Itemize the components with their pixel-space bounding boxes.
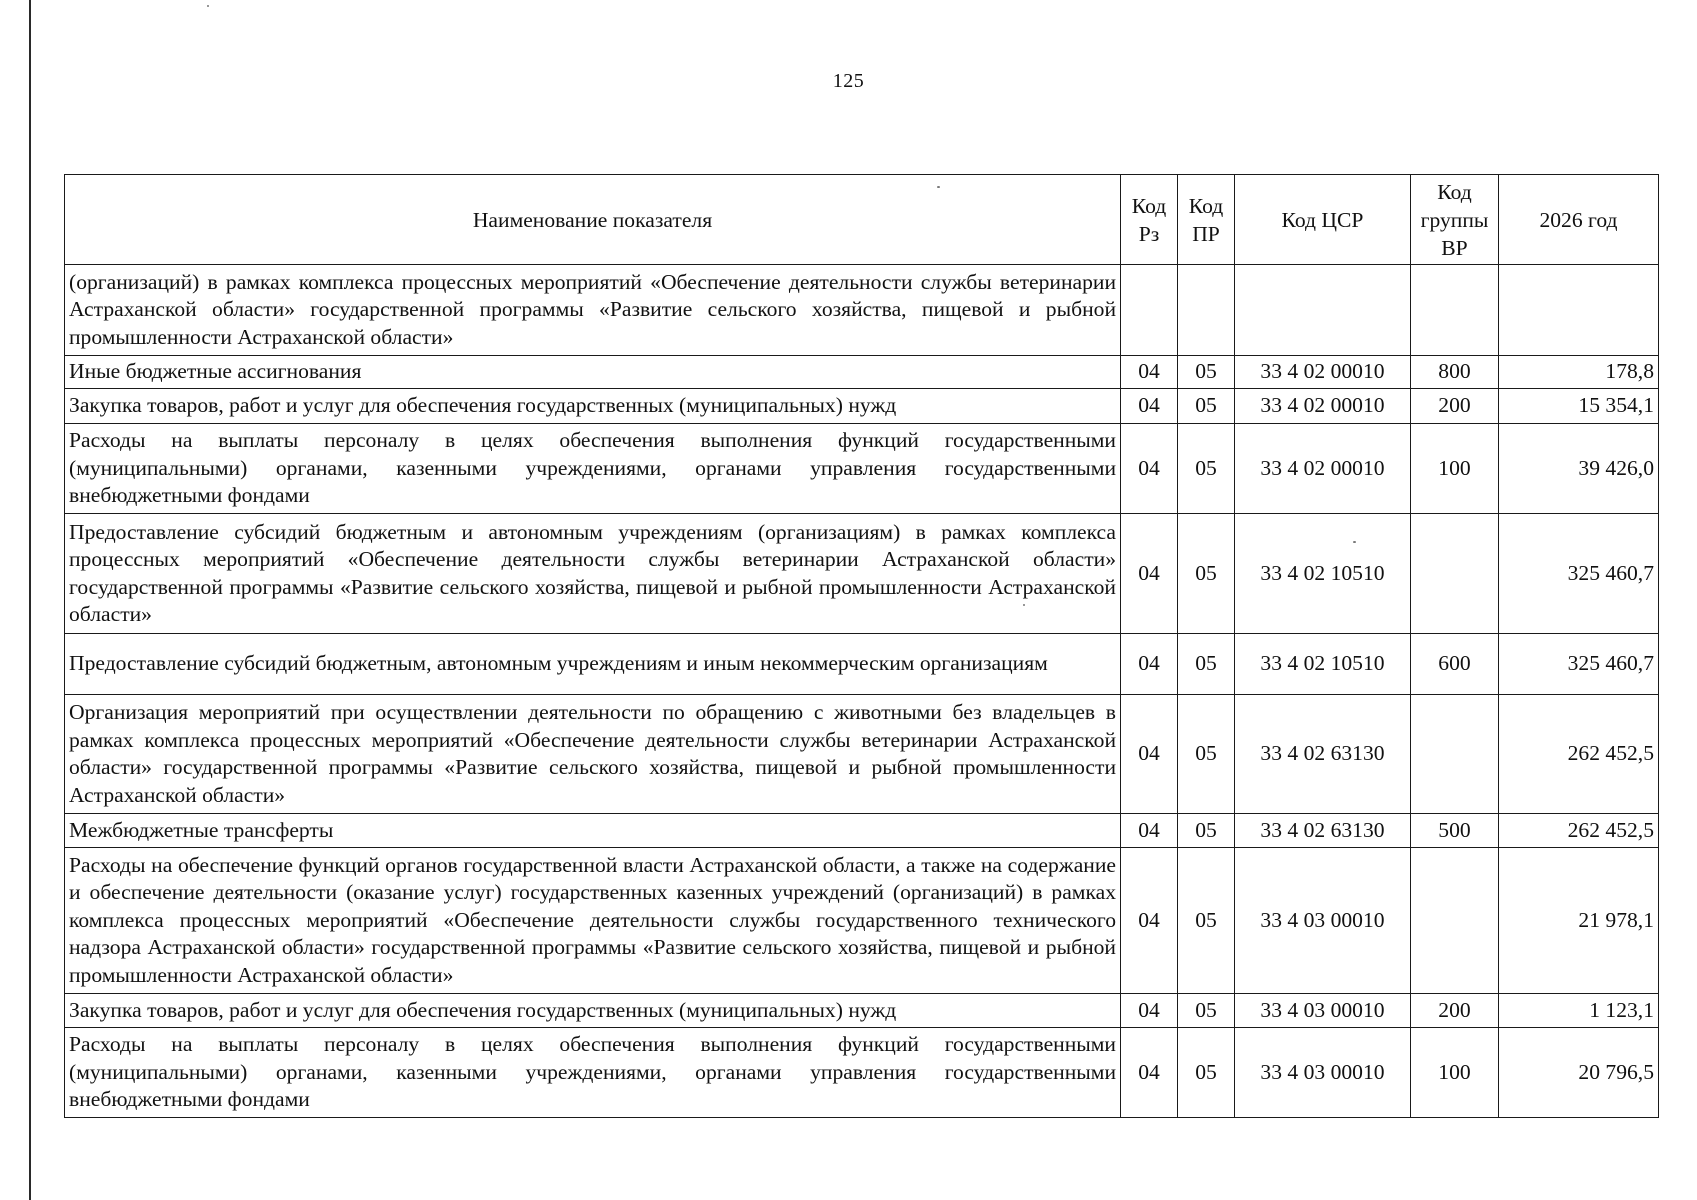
row-csr: 33 4 02 63130	[1235, 814, 1411, 848]
row-name: Иные бюджетные ассигнования	[65, 356, 1121, 389]
row-rz: 04	[1121, 848, 1178, 994]
row-name: Расходы на выплаты персоналу в целях обеспечения выполнения функций государственными (муниципальными) органами, казенными учреждениями, органами управления государственными внебюджетными фондами	[65, 1028, 1121, 1118]
header-vr	[1411, 175, 1499, 265]
header-vr-line2: группы	[1420, 207, 1489, 232]
row-pr: 05	[1178, 424, 1235, 514]
row-csr: 33 4 02 00010	[1235, 356, 1411, 389]
row-rz	[1121, 265, 1178, 356]
row-sum: 262 452,5	[1499, 695, 1659, 814]
row-sum	[1499, 265, 1659, 356]
row-name: Предоставление субсидий бюджетным, автономным учреждениям и иным некоммерческим организациям	[65, 634, 1121, 695]
row-sum: 178,8	[1499, 356, 1659, 389]
header-rz	[1121, 175, 1178, 265]
row-rz: 04	[1121, 994, 1178, 1028]
row-sum: 325 460,7	[1499, 634, 1659, 695]
row-pr: 05	[1178, 814, 1235, 848]
row-sum: 15 354,1	[1499, 389, 1659, 424]
row-sum: 20 796,5	[1499, 1028, 1659, 1118]
row-csr	[1235, 265, 1411, 356]
row-rz: 04	[1121, 814, 1178, 848]
table-row	[65, 994, 1659, 1028]
row-vr: 200	[1411, 389, 1499, 424]
binding-line	[29, 0, 31, 1200]
table-row	[65, 634, 1659, 695]
row-sum: 39 426,0	[1499, 424, 1659, 514]
table-row	[65, 695, 1659, 814]
row-sum: 21 978,1	[1499, 848, 1659, 994]
row-csr: 33 4 02 00010	[1235, 424, 1411, 514]
row-vr: 800	[1411, 356, 1499, 389]
row-pr: 05	[1178, 994, 1235, 1028]
row-rz: 04	[1121, 695, 1178, 814]
row-name: Предоставление субсидий бюджетным и автономным учреждениям (организациям) в рамках комплекса процессных мероприятий «Обеспечение деятельности службы ветеринарии Астраханской области» государственной программы «Развитие сельского хозяйства, пищевой и рыбной промышленности Астраханской области»	[65, 514, 1121, 634]
table-row	[65, 514, 1659, 634]
row-sum: 262 452,5	[1499, 814, 1659, 848]
row-pr: 05	[1178, 1028, 1235, 1118]
row-name: Закупка товаров, работ и услуг для обеспечения государственных (муниципальных) нужд	[65, 389, 1121, 424]
row-pr: 05	[1178, 514, 1235, 634]
table-row	[65, 424, 1659, 514]
row-csr: 33 4 03 00010	[1235, 1028, 1411, 1118]
row-vr: 200	[1411, 994, 1499, 1028]
row-name: Межбюджетные трансферты	[65, 814, 1121, 848]
table-row	[65, 814, 1659, 848]
scan-speck	[207, 5, 209, 7]
row-sum: 325 460,7	[1499, 514, 1659, 634]
table-header-row	[65, 175, 1659, 265]
row-name: Расходы на обеспечение функций органов государственной власти Астраханской области, а также на содержание и обеспечение деятельности (оказание услуг) государственных казенных учреждений (организаций) в рамках комплекса процессных мероприятий «Обеспечение деятельности службы государственного технического надзора Астраханской области» государственной программы «Развитие сельского хозяйства, пищевой и рыбной промышленности Астраханской области»	[65, 848, 1121, 994]
header-pr-line1: Код	[1188, 193, 1224, 218]
row-rz: 04	[1121, 424, 1178, 514]
row-sum: 1 123,1	[1499, 994, 1659, 1028]
table-row	[65, 848, 1659, 994]
table-row	[65, 389, 1659, 424]
row-vr	[1411, 848, 1499, 994]
row-name: Расходы на выплаты персоналу в целях обеспечения выполнения функций государственными (муниципальными) органами, казенными учреждениями, органами управления государственными внебюджетными фондами	[65, 424, 1121, 514]
header-csr: Код ЦСР	[1235, 175, 1411, 265]
row-pr	[1178, 265, 1235, 356]
header-rz-line2: Рз	[1138, 221, 1160, 246]
row-vr	[1411, 514, 1499, 634]
row-pr: 05	[1178, 848, 1235, 994]
header-sum: 2026 год	[1499, 175, 1659, 265]
row-pr: 05	[1178, 695, 1235, 814]
row-csr: 33 4 02 10510	[1235, 634, 1411, 695]
row-csr: 33 4 03 00010	[1235, 848, 1411, 994]
header-pr-line2: ПР	[1192, 221, 1220, 246]
row-rz: 04	[1121, 356, 1178, 389]
table-row	[65, 1028, 1659, 1118]
row-pr: 05	[1178, 356, 1235, 389]
row-rz: 04	[1121, 634, 1178, 695]
row-vr	[1411, 695, 1499, 814]
table-row	[65, 265, 1659, 356]
header-name: Наименование показателя	[65, 175, 1121, 265]
row-pr: 05	[1178, 389, 1235, 424]
row-rz: 04	[1121, 1028, 1178, 1118]
header-pr	[1178, 175, 1235, 265]
row-rz: 04	[1121, 389, 1178, 424]
row-vr: 100	[1411, 424, 1499, 514]
header-vr-line3: ВР	[1441, 235, 1468, 260]
table-row	[65, 356, 1659, 389]
budget-table	[64, 174, 1659, 1118]
row-vr: 600	[1411, 634, 1499, 695]
header-rz-line1: Код	[1131, 193, 1167, 218]
page-number: 125	[832, 70, 865, 92]
row-vr: 100	[1411, 1028, 1499, 1118]
row-csr: 33 4 03 00010	[1235, 994, 1411, 1028]
row-name: Организация мероприятий при осуществлении деятельности по обращению с животными без владельцев в рамках комплекса процессных мероприятий «Обеспечение деятельности службы ветеринарии Астраханской области» государственной программы «Развитие сельского хозяйства, пищевой и рыбной промышленности Астраханской области»	[65, 695, 1121, 814]
row-rz: 04	[1121, 514, 1178, 634]
row-csr: 33 4 02 00010	[1235, 389, 1411, 424]
row-vr	[1411, 265, 1499, 356]
row-name: (организаций) в рамках комплекса процессных мероприятий «Обеспечение деятельности службы ветеринарии Астраханской области» государственной программы «Развитие сельского хозяйства, пищевой и рыбной промышленности Астраханской области»	[65, 265, 1121, 356]
row-vr: 500	[1411, 814, 1499, 848]
row-csr: 33 4 02 63130	[1235, 695, 1411, 814]
header-vr-line1: Код	[1437, 179, 1472, 204]
row-pr: 05	[1178, 634, 1235, 695]
row-csr: 33 4 02 10510	[1235, 514, 1411, 634]
row-name: Закупка товаров, работ и услуг для обеспечения государственных (муниципальных) нужд	[65, 994, 1121, 1028]
